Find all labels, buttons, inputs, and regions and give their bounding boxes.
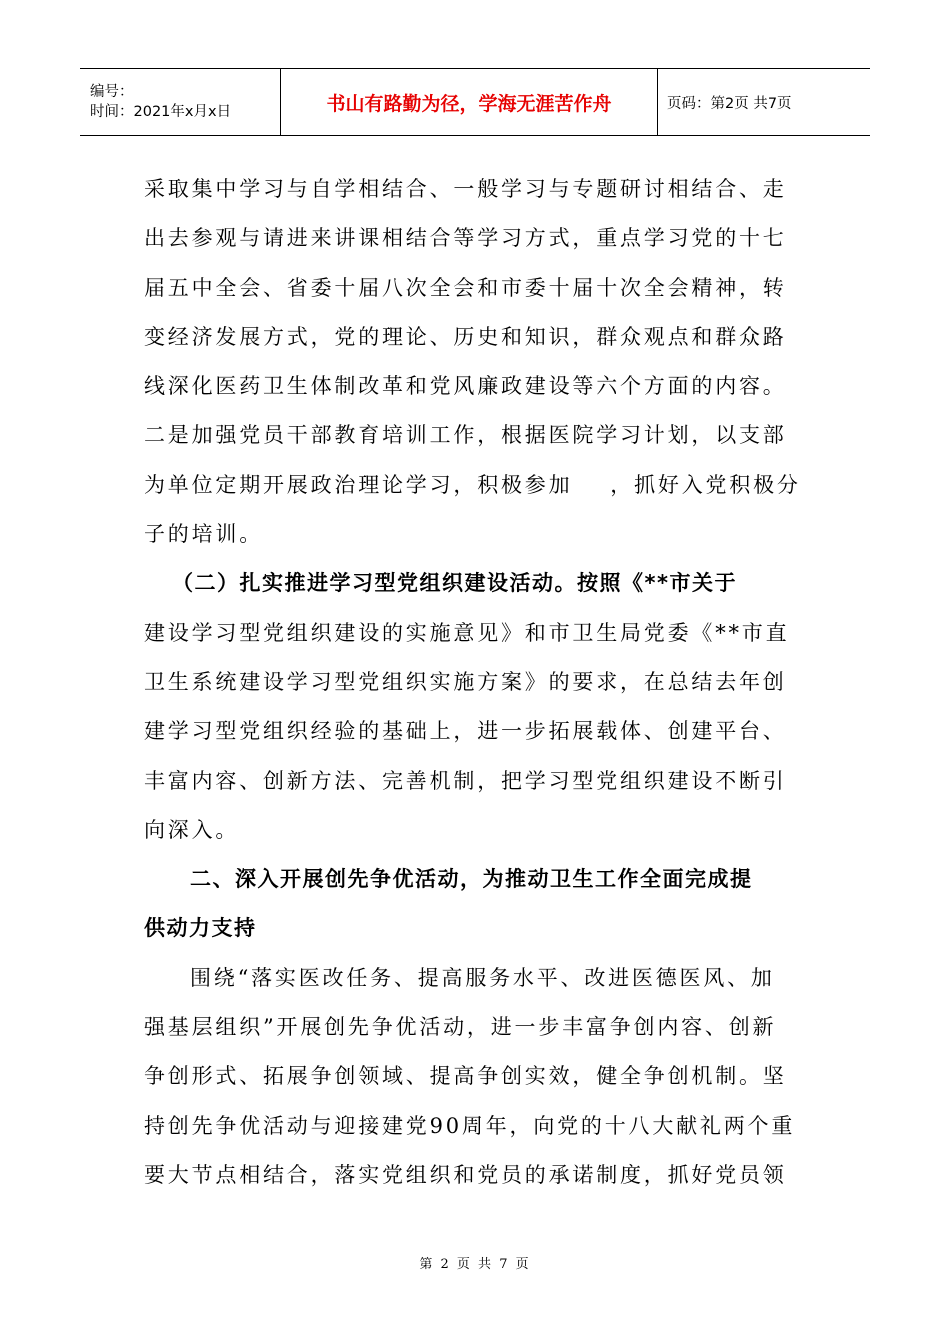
paragraph-line: 子的培训。 xyxy=(144,522,263,547)
paragraph-line: 要大节点相结合，落实党组织和党员的承诺制度，抓好党员领 xyxy=(144,1162,787,1187)
document-number-label: 编号： xyxy=(90,84,134,100)
paragraph-line: 采取集中学习与自学相结合、一般学习与专题研讨相结合、走 xyxy=(144,177,787,201)
paragraph-line: 丰富内容、创新方法、完善机制，把学习型党组织建设不断引 xyxy=(144,768,787,793)
page-footer xyxy=(0,1253,950,1272)
paragraph-line: 届五中全会、省委十届八次全会和市委十届十次全会精神，转 xyxy=(144,275,787,300)
chapter-heading-line: 二、深入开展创先争优活动，为推动卫生工作全面完成提 xyxy=(190,867,753,892)
section-heading-line xyxy=(144,559,806,608)
paragraph-line: 建设学习型党组织建设的实施意见》和市卫生局党委《**市直 xyxy=(144,620,790,645)
paragraph-line: 强基层组织”开展创先争优活动，进一步丰富争创内容、创新 xyxy=(144,1015,777,1040)
document-body xyxy=(144,165,806,1200)
paragraph-line: 线深化医药卫生体制改革和党风廉政建设等六个方面的内容。 xyxy=(144,374,787,399)
paragraph-line: 出去参观与请进来讲课相结合等学习方式，重点学习党的十七 xyxy=(144,226,787,251)
header-meta xyxy=(80,69,281,135)
paragraph-line: 为单位定期开展政治理论学习，积极参加 ，抓好入党积极分 xyxy=(144,472,801,497)
footer-page-number: 第 2 页 共 7 页 xyxy=(419,1257,531,1272)
chapter-heading-line: 供动力支持 xyxy=(144,916,257,941)
paragraph-line: 向深入。 xyxy=(144,817,240,842)
header-motto xyxy=(281,69,658,135)
paragraph-line: 卫生系统建设学习型党组织实施方案》的要求，在总结去年创 xyxy=(144,669,787,694)
paragraph-line: 二是加强党员干部教育培训工作，根据医院学习计划，以支部 xyxy=(144,423,787,448)
paragraph-line: 变经济发展方式，党的理论、历史和知识，群众观点和群众路 xyxy=(144,324,787,349)
paragraph-line: 建学习型党组织经验的基础上，进一步拓展载体、创建平台、 xyxy=(144,719,787,744)
motto-text: 书山有路勤为径，学海无涯苦作舟 xyxy=(326,92,612,115)
paragraph-line: 持创先争优活动与迎接建党90周年，向党的十八大献礼两个重 xyxy=(144,1113,796,1138)
page-header xyxy=(80,68,870,136)
header-page-info xyxy=(658,69,870,135)
paragraph-line: 争创形式、拓展争创领域、提高争创实效，健全争创机制。坚 xyxy=(144,1064,787,1089)
paragraph-line: 围绕“落实医改任务、提高服务水平、改进医德医风、加 xyxy=(190,965,775,990)
document-time-label: 时间：2021年x月x日 xyxy=(90,104,232,120)
section-heading-text: （二）扎实推进学习型党组织建设活动。按照《**市关于 xyxy=(172,571,737,596)
page-number-label: 页码：第2页 共7页 xyxy=(667,95,792,112)
